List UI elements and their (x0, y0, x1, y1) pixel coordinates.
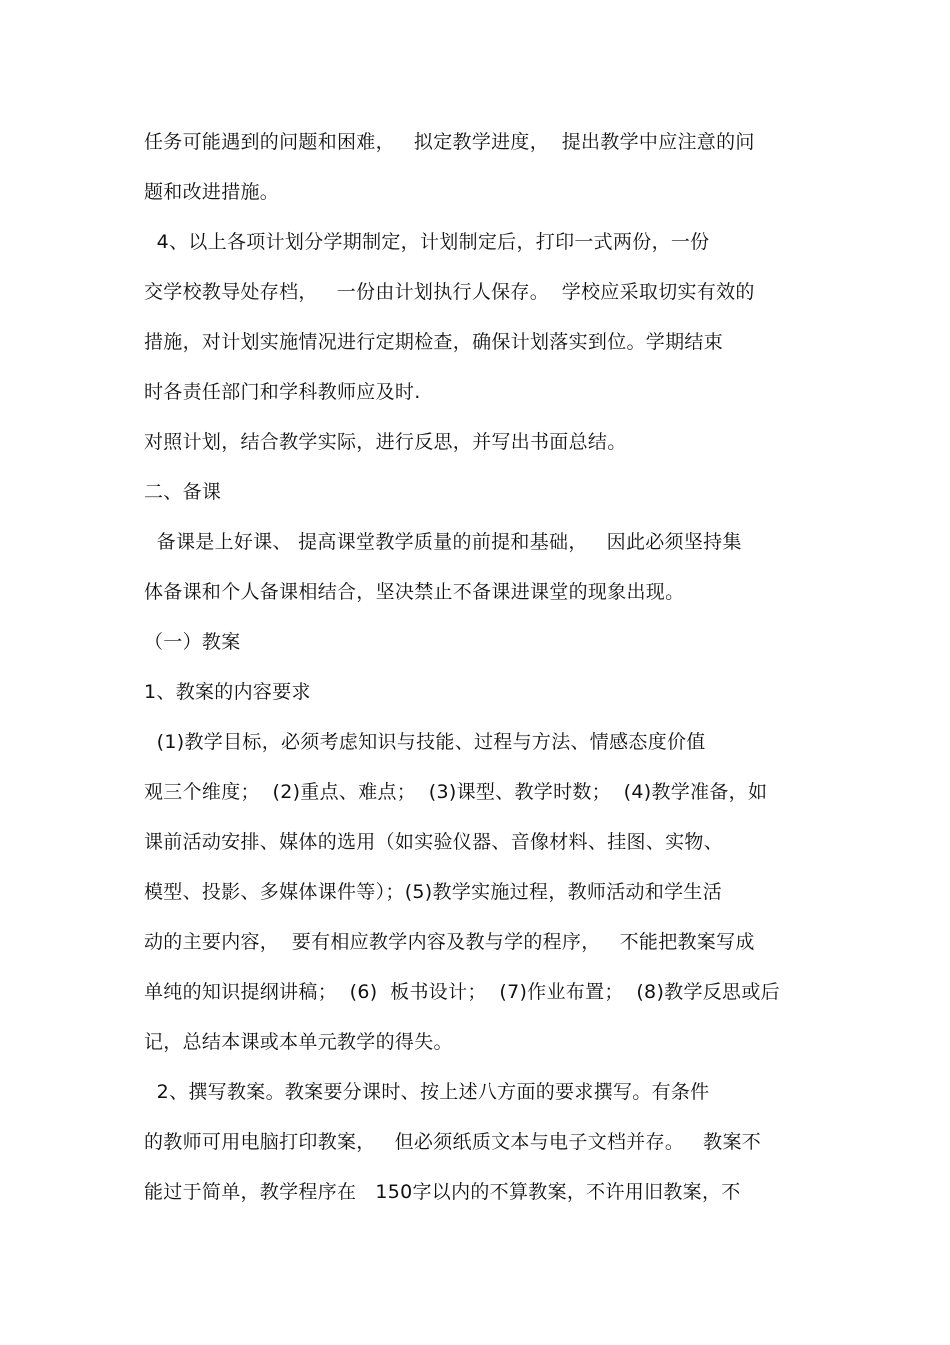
text-line: 措施，对计划实施情况进行定期检查，确保计划落实到位。学期结束 (144, 331, 724, 353)
text-line: 题和改进措施。 (144, 181, 280, 203)
section-heading: 二、备课 (144, 481, 222, 503)
text-line: 模型、投影、多媒体课件等）；(5)教学实施过程，教师活动和学生活 (144, 881, 723, 903)
text-line: 的教师可用电脑打印教案， 但必须纸质文本与电子文档并存。 教案不 (144, 1131, 762, 1153)
text-line: 观三个维度； (2)重点、难点； (3)课型、教学时数； (4)教学准备，如 (144, 781, 768, 803)
text-line: 时各责任部门和学科教师应及时. (144, 381, 421, 403)
text-line: 能过于简单，教学程序在 150字以内的不算教案，不许用旧教案，不 (144, 1181, 741, 1203)
text-line: 4、以上各项计划分学期制定，计划制定后，打印一式两份，一份 (144, 231, 710, 253)
text-line: 交学校教导处存档， 一份由计划执行人保存。 学校应采取切实有效的 (144, 281, 755, 303)
subsection-heading: （一）教案 (144, 631, 241, 653)
text-line: 2、撰写教案。教案要分课时、按上述八方面的要求撰写。有条件 (144, 1081, 710, 1103)
text-line: 单纯的知识提纲讲稿； (6) 板书设计； (7)作业布置； (8)教学反思或后 (144, 981, 780, 1003)
text-line: 体备课和个人备课相结合，坚决禁止不备课进课堂的现象出现。 (144, 581, 685, 603)
text-line: 记，总结本课或本单元教学的得失。 (144, 1031, 453, 1053)
text-line: 备课是上好课、 提高课堂教学质量的前提和基础， 因此必须坚持集 (144, 531, 742, 553)
text-line: (1)教学目标，必须考虑知识与技能、过程与方法、情感态度价值 (144, 731, 706, 753)
text-line: 对照计划，结合教学实际，进行反思，并写出书面总结。 (144, 431, 627, 453)
text-line: 课前活动安排、媒体的选用（如实验仪器、音像材料、挂图、实物、 (144, 831, 724, 853)
text-line: 任务可能遇到的问题和困难， 拟定教学进度， 提出教学中应注意的问 (144, 131, 755, 153)
subsection-heading: 1、教案的内容要求 (144, 681, 311, 703)
text-line: 动的主要内容， 要有相应教学内容及教与学的程序， 不能把教案写成 (144, 931, 755, 953)
